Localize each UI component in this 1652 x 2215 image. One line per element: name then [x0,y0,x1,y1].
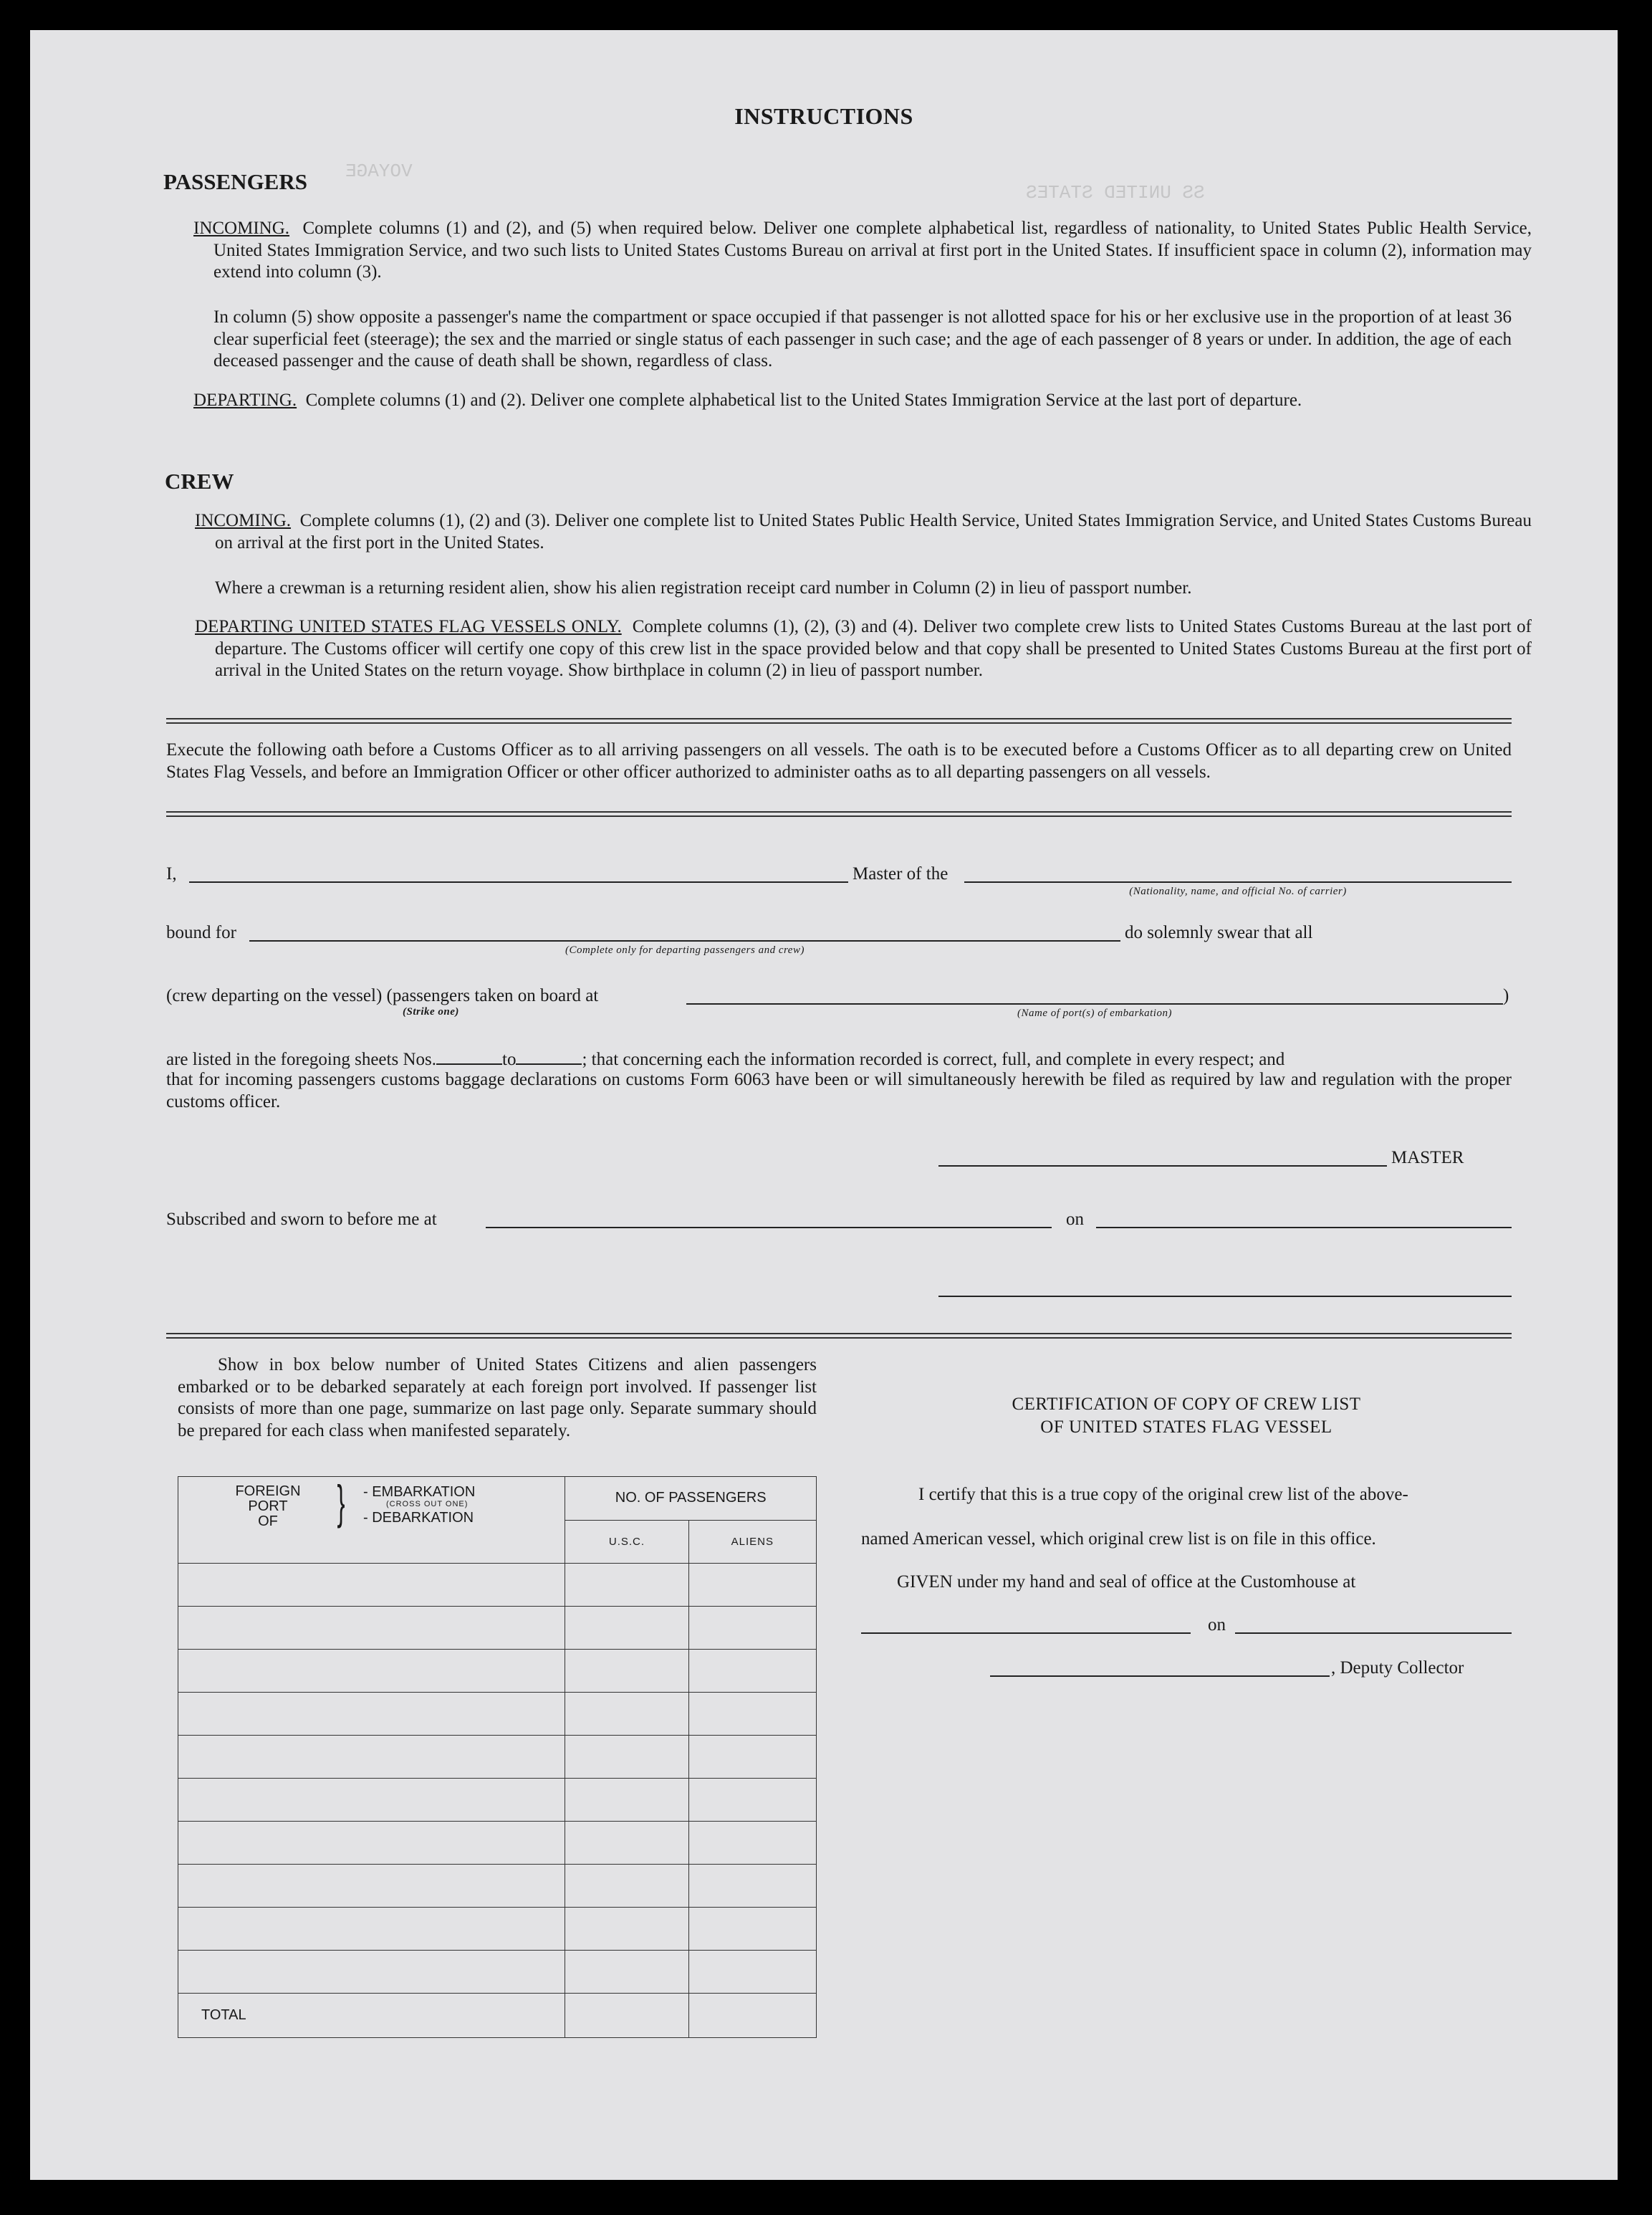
no-of-passengers-header: NO. OF PASSENGERS [565,1477,817,1521]
section-title-crew: CREW [165,469,234,494]
deputy-collector-label: , Deputy Collector [1331,1658,1464,1678]
usc-cell[interactable] [565,1779,688,1822]
port-header-cell [178,1477,565,1564]
passengers-column5-paragraph: In column (5) show opposite a passenger's name the compartment or space occupied if that passenger is not allotted space for his or her exclusive use in the proportion of at least 36 clear superficial feet (steerage); the sex and the married or single status of each passenger in such case; and the age of each passenger of 8 years or under. In addition, the age of each deceased passenger and the cause of death shall be shown, regardless of class. [213,307,1512,370]
customhouse-place-field[interactable] [861,1632,1191,1634]
aliens-cell[interactable] [688,1693,816,1736]
sheet-to-field[interactable] [516,1048,582,1065]
port-caption: (Name of port(s) of embarkation) [1017,1008,1172,1019]
debarkation-label: - DEBARKATION [363,1510,474,1526]
port-cell[interactable] [178,1951,565,1994]
bleed-through-text: SS UNITED STATES [1026,182,1205,204]
bound-for-caption: (Complete only for departing passengers and crew) [565,944,805,956]
certification-title-1: CERTIFICATION OF COPY OF CREW LIST [1012,1394,1361,1414]
port-cell[interactable] [178,1865,565,1908]
carrier-caption: (Nationality, name, and official No. of carrier) [1129,886,1347,897]
aliens-cell[interactable] [688,1779,816,1822]
on-label: on [1066,1210,1084,1229]
bound-for-field[interactable] [249,940,1120,942]
port-cell[interactable] [178,1822,565,1865]
port-cell[interactable] [178,1779,565,1822]
usc-header: U.S.C. [565,1520,688,1564]
aliens-cell[interactable] [688,1607,816,1650]
subscribed-label: Subscribed and sworn to before me at [166,1210,437,1229]
passengers-departing-paragraph [193,390,1532,412]
crew-resident-paragraph: Where a crewman is a returning resident alien, show his alien registration receipt card number in Column (2) in lieu of passport number. [215,578,1192,598]
aliens-cell[interactable] [688,1865,816,1908]
listed-label: are listed in the foregoing sheets Nos. [166,1050,436,1069]
passenger-summary-table [178,1476,817,2038]
incoming-text: Complete columns (1) and (2), and (5) when required below. Deliver one complete alphabetical list, regardless of nationality, to United States Public Health Service, United States Immigration Service, and two such lists to United States Customs Bureau on arrival at first port in the United States. If insufficient space in column (2), information may extend into column (3). [213,219,1532,282]
passengers-incoming-paragraph [193,218,1532,284]
bleed-through-text: VOYAGE [345,161,413,182]
strike-one-caption: (Strike one) [403,1006,459,1018]
bound-for-label: bound for [166,923,236,942]
aliens-cell[interactable] [688,1951,816,1994]
foreign-port-of-label [207,1484,329,1529]
usc-cell[interactable] [565,1564,688,1607]
document-page [30,30,1618,2180]
officer-signature-field[interactable] [938,1296,1512,1297]
brace-glyph: } [337,1475,345,1529]
usc-total-cell[interactable] [565,1994,688,2038]
master-signature-field[interactable] [938,1165,1387,1167]
double-rule [166,811,1512,817]
of-label: OF [258,1513,278,1529]
total-label: TOTAL [201,2007,246,2023]
certification-date-field[interactable] [1235,1632,1512,1634]
certify-line-1: I certify that this is a true copy of the original crew list of the above- [918,1485,1408,1504]
master-label: MASTER [1391,1148,1464,1167]
aliens-cell[interactable] [688,1650,816,1693]
aliens-header: ALIENS [688,1520,816,1564]
embarkation-port-field[interactable] [686,1003,1503,1005]
port-cell[interactable] [178,1564,565,1607]
embarkation-label: - EMBARKATION [363,1484,476,1500]
swear-label: do solemnly swear that all [1125,923,1313,942]
double-rule [166,718,1512,724]
subscribed-place-field[interactable] [486,1227,1052,1228]
crew-departing-paragraph [195,616,1532,682]
cross-out-label: (CROSS OUT ONE) [386,1500,469,1508]
port-cell[interactable] [178,1908,565,1951]
usc-cell[interactable] [565,1865,688,1908]
departing-text: Complete columns (1), (2), (3) and (4). Deliver two complete crew lists to United States Customs Bureau at the last port of departure. The Customs officer will certify one copy of this crew list in the space provided below and that copy shall be presented to United States Customs Bureau at the first port of arrival in the United States on the return voyage. Show birthplace in column (2) in lieu of passport number. [215,617,1532,680]
certify-line-2: named American vessel, which original crew list is on file in this office. [861,1529,1376,1549]
departing-text: Complete columns (1) and (2). Deliver one complete alphabetical list to the United States Immigration Service at the last port of departure. [305,391,1302,410]
master-of-label: Master of the [853,864,949,884]
listed-paragraph: that for incoming passengers customs baggage declarations on customs Form 6063 have been or will simultaneously herewith be filed as required by law and regulation with the proper customs officer. [166,1070,1512,1111]
port-cell[interactable] [178,1607,565,1650]
total-cell [178,1994,565,2038]
port-cell[interactable] [178,1693,565,1736]
deputy-signature-field[interactable] [990,1675,1330,1677]
crew-departing-label: (crew departing on the vessel) (passengers taken on board at [166,986,599,1005]
page-title: INSTRUCTIONS [734,103,913,129]
sheet-from-field[interactable] [436,1048,502,1065]
aliens-cell[interactable] [688,1564,816,1607]
listed-continuation: ; that concerning each the information recorded is correct, full, and complete in every respect; and [582,1050,1285,1069]
usc-cell[interactable] [565,1951,688,1994]
carrier-field[interactable] [964,881,1512,883]
double-rule [166,1333,1512,1339]
listed-line [166,1048,1284,1070]
aliens-cell[interactable] [688,1822,816,1865]
summary-paragraph: Show in box below number of United States Citizens and alien passengers embarked or to be debarked separately at each foreign port involved. If passenger list consists of more than one page, summarize on last page only. Separate summary should be prepared for each class when manifested separately. [178,1355,817,1440]
oath-i-label: I, [166,864,177,884]
port-cell[interactable] [178,1736,565,1779]
departing-label: DEPARTING UNITED STATES FLAG VESSELS ONLY. [195,617,622,636]
usc-cell[interactable] [565,1908,688,1951]
port-cell[interactable] [178,1650,565,1693]
usc-cell[interactable] [565,1693,688,1736]
subscribed-date-field[interactable] [1096,1227,1512,1228]
usc-cell[interactable] [565,1822,688,1865]
aliens-cell[interactable] [688,1908,816,1951]
certification-on-label: on [1208,1615,1226,1635]
foreign-label: FOREIGN [235,1483,301,1499]
oath-intro-paragraph: Execute the following oath before a Customs Officer as to all arriving passengers on all vessels. The oath is to be executed before a Customs Officer as to all departing crew on United States Flag Vessels, and before an Immigration Officer or other officer authorized to administer oaths as to all departing passengers on all vessels. [166,740,1512,782]
aliens-cell[interactable] [688,1736,816,1779]
usc-cell[interactable] [565,1650,688,1693]
incoming-text: Complete columns (1), (2) and (3). Deliver one complete list to United States Public Health Service, United States Immigration Service, and United States Customs Bureau on arrival at the first port in the United States. [215,511,1532,552]
listed-to-label: to [502,1050,517,1069]
incoming-label: INCOMING. [193,219,290,238]
master-name-field[interactable] [189,881,848,883]
certification-title-2: OF UNITED STATES FLAG VESSEL [1040,1417,1332,1437]
port-label: PORT [248,1498,288,1514]
aliens-total-cell[interactable] [688,1994,816,2038]
close-paren: ) [1503,986,1509,1005]
departing-label: DEPARTING. [193,391,297,410]
usc-cell[interactable] [565,1607,688,1650]
given-line: GIVEN under my hand and seal of office at the Customhouse at [897,1572,1356,1592]
incoming-label: INCOMING. [195,511,292,530]
section-title-passengers: PASSENGERS [163,169,307,194]
usc-cell[interactable] [565,1736,688,1779]
crew-incoming-paragraph [195,510,1532,554]
